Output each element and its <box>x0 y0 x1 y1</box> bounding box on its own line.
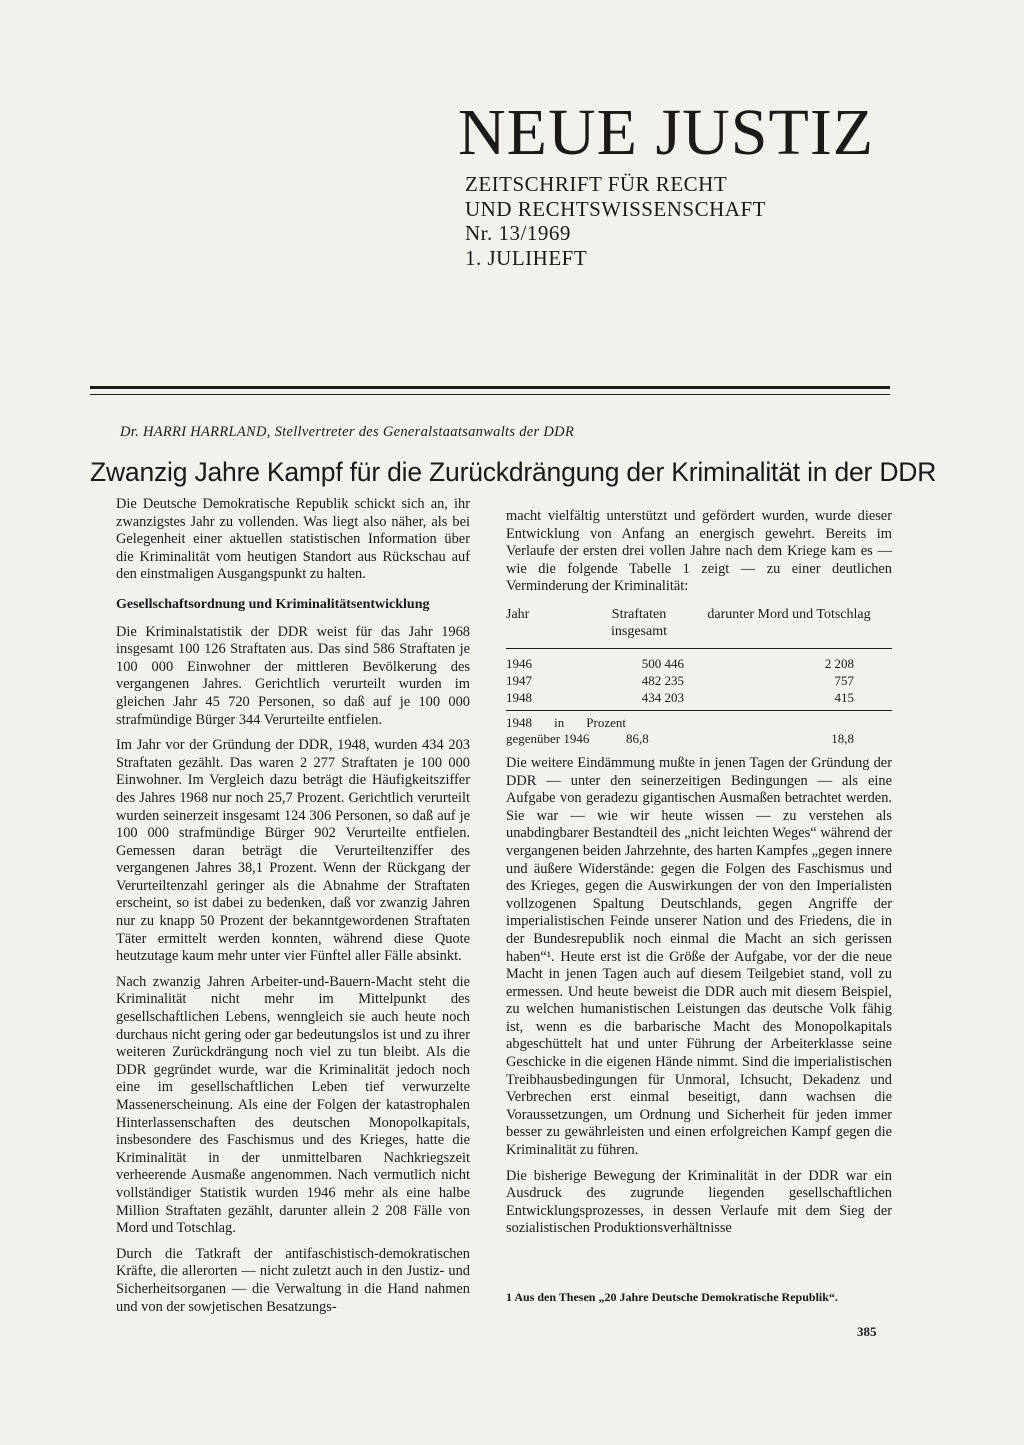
section-heading: Gesellschaftsordnung und Kriminalitätsentwicklung <box>116 596 430 612</box>
paragraph: Im Jahr vor der Gründung der DDR, 1948, wurden 434 203 Straftaten gezählt. Das waren 2 277 Straftaten je 100 000 Einwohner. Im Vergleich dazu beträgt die Häufigkeitsziffer des Jahres 1968 nur noch 25,7 Prozent. Gerichtlich verurteilt wurden seinerzeit insgesamt 124 306 Personen, so daß auf je 100 000 strafmündige Bürger 902 Verurteilte entfielen. Gemessen daran beträgt die Verurteiltenziffer des vergangenen Jahres 38,1 Prozent. Wenn der Rückgang der Verurteiltenzahl geringer als die Abnahme der Straftaten erscheint, so ist dabei zu bedenken, daß vor zwanzig Jahren nur zu knapp 50 Prozent der bekanntgewordenen Straftaten Täter ermittelt werden konnten, während diese Quote heutzutage kaum mehr unter vier Fünftel aller Fälle absinkt. <box>116 737 470 965</box>
table-row <box>506 672 892 689</box>
subtitle-line-2: UND RECHTSWISSENSCHAFT <box>465 196 766 221</box>
journal-title: NEUE JUSTIZ <box>458 96 875 169</box>
article-headline: Zwanzig Jahre Kampf für die Zurückdrängung der Kriminalität in der DDR <box>90 457 937 487</box>
cell-murder: 757 <box>834 672 854 688</box>
subtitle-line-1: ZEITSCHRIFT FÜR RECHT <box>465 172 728 196</box>
paragraph: Die weitere Eindämmung mußte in jenen Tagen der Gründung der DDR — unter den seinerzeitigen Bedingungen — als eine Aufgabe von geradezu gigantischen Ausmaßen betrachtet werden. Sie war — wie wir heute wissen — zu verstehen als unabdingbarer Bestandteil des „nicht leichten Weges“ während der vergangenen beiden Jahrzehnte, des harten Kampfes „gegen innere und äußere Widerstände: gegen die Folgen des Faschismus und des Krieges, gegen die Auswirkungen der von den Imperialisten vollzogenen Spaltung Deutschlands, gegen Angriffe der imperialistischen Feinde unserer Nation und des Friedens, die in der Bundesrepublik noch einmal die Macht an sich gerissen haben“¹. Heute erst ist die Größe der Aufgabe, vor der die neue Macht in jenen Tagen auch auf diesem Teilgebiet stand, voll zu ermessen. Und heute beweist die DDR auch mit diesem Beispiel, zu welchen humanistischen Leistungen das deutsche Volk fähig ist, wenn es die barbarische Macht des Monopolkapitals abgeschüttelt hat und unter Führung der Arbeiterklasse seine Geschicke in die eigenen Hände nimmt. Sind die imperialistischen Treibhausbedingungen für Unmoral, Ichsucht, Dekadenz und Verbrechen erst einmal beseitigt, dann wachsen die Voraussetzungen, um Ordnung und Sicherheit für jeden immer besser zu gewährleisten und einen erfolgreichen Kampf gegen die Kriminalität zu führen. <box>506 754 892 1159</box>
table-percent-row <box>506 711 892 747</box>
paragraph: macht vielfältig unterstützt und gefördert wurden, wurde dieser Entwicklung von Anfang an energisch gewehrt. Bereits im Verlaufe der ersten drei vollen Jahre nach dem Kriege kam es — wie die folgende Tabelle 1 zeigt — zu einer deutlichen Verminderung der Kriminalität: <box>506 508 892 595</box>
paragraph: Die Deutsche Demokratische Republik schickt sich an, ihr zwanzigstes Jahr zu vollenden. Was liegt also näher, als bei Gelegenheit einer aktuellen statistischen Information über die Kriminalität vom heutigen Standort aus Rückschau auf den einstmaligen Ausgangspunkt zu halten. <box>116 496 470 583</box>
cell-total: 434 203 <box>641 689 684 705</box>
masthead <box>458 96 908 169</box>
footnote: 1 Aus den Thesen „20 Jahre Deutsche Demokratische Republik“. <box>506 1290 838 1304</box>
paragraph: Nach zwanzig Jahren Arbeiter-und-Bauern-Macht steht die Kriminalität nicht mehr im Mittelpunkt des gesellschaftlichen Lebens, wenngleich sie auch heute noch durchaus nicht gering oder gar bedeutungslos ist und zu ihrer weiteren Zurückdrängung noch viel zu tun bleibt. Als die DDR gegründet wurde, war die Kriminalität jedoch noch eine im gesellschaftlichen Leben tief verwurzelte Massenerscheinung. Als eine der Folgen der katastrophalen Hinterlassenschaften des deutschen Monopolkapitals, insbesondere des Faschismus und des Krieges, hatte die Kriminalität in der unmittelbaren Nachkriegszeit verheerende Ausmaße angenommen. Nach vermutlich nicht vollständiger Statistik wurden 1946 mehr als eine halbe Million Straftaten gezählt, darunter allein 2 208 Fälle von Mord und Totschlag. <box>116 973 470 1237</box>
divider-thin <box>90 394 890 395</box>
paragraph: Die bisherige Bewegung der Kriminalität in der DDR war ein Ausdruck des zugrunde liegenden gesellschaftlichen Entwicklungsprozesses, in dessen Verlaufe mit dem Sieg der sozialistischen Produktionsverhältnisse <box>506 1167 892 1237</box>
left-column <box>116 496 470 1316</box>
table-body <box>506 649 892 711</box>
header-year: Jahr <box>506 606 530 622</box>
percent-total: 86,8 <box>626 730 649 746</box>
paragraph: Die Kriminalstatistik der DDR weist für das Jahr 1968 insgesamt 100 126 Straftaten aus. Das sind 586 Straftaten je 100 000 Einwohner der mittleren Bevölkerung des vergangenen Jahres. Gerichtlich verurteilt wurden im gleichen Jahr 45 720 Personen, so daß auf je 100 000 strafmündige Bürger 344 Verurteilte entfielen. <box>116 623 470 728</box>
table-row <box>506 655 892 672</box>
cell-murder: 2 208 <box>824 655 854 671</box>
cell-year: 1947 <box>506 672 532 688</box>
divider-thick <box>90 386 890 389</box>
percent-murder: 18,8 <box>831 730 854 746</box>
cell-year: 1948 <box>506 689 532 705</box>
table-row <box>506 689 892 706</box>
table-header <box>506 606 892 649</box>
edition-label: 1. JULIHEFT <box>465 245 588 270</box>
issue-number: Nr. 13/1969 <box>465 221 571 245</box>
crime-table <box>506 606 892 747</box>
cell-murder: 415 <box>834 689 854 705</box>
paragraph: Durch die Tatkraft der antifaschistisch-demokratischen Kräfte, die allerorten — nicht zuletzt auch in den Justiz- und Sicherheitsorganen — die Verwaltung in die Hand nahmen und von der sowjetischen Besatzungs- <box>116 1245 470 1315</box>
cell-year: 1946 <box>506 655 532 671</box>
header-murder: darunter Mord und Totschlag <box>707 606 871 622</box>
header-total: Straftaten insgesamt <box>611 606 667 639</box>
cell-total: 500 446 <box>641 655 684 671</box>
percent-label: 1948 in Prozent gegenüber 1946 <box>506 714 626 746</box>
article-author: Dr. HARRI HARRLAND, Stellvertreter des Generalstaatsanwalts der DDR <box>120 424 575 440</box>
right-column <box>506 508 892 1238</box>
page-number: 385 <box>857 1324 877 1339</box>
masthead-subtitle <box>465 172 766 270</box>
cell-total: 482 235 <box>641 672 684 688</box>
